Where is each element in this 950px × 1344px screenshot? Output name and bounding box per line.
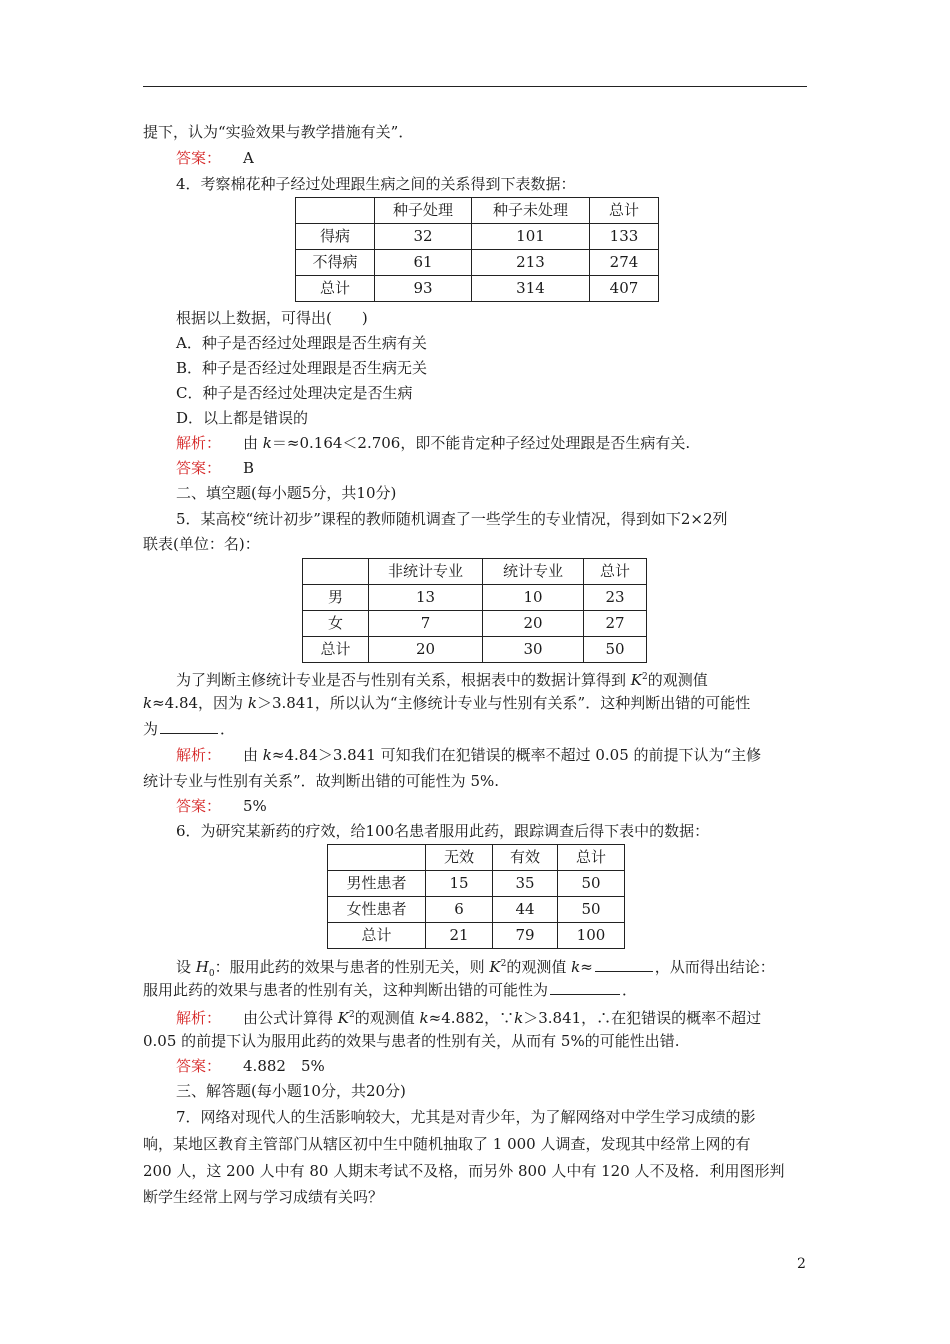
table-cell: 35 [493,871,558,897]
q6-stem: 6．为研究某新药的疗效，给100名患者服用此药，跟踪调查后得下表中的数据： [176,822,710,840]
table-cell: 不得病 [296,250,375,276]
answer-label: 答案： [176,459,222,477]
table-cell [296,198,375,224]
table-cell: 30 [483,637,584,663]
analysis-label: 解析： [176,746,222,764]
table-cell: 23 [584,585,647,611]
table-cell: 274 [590,250,659,276]
table-cell: 无效 [426,845,493,871]
q5-text-2: k≈4.84，因为 k＞3.841，所以认为“主修统计专业与性别有关系”．这种判断出错的可能性 [143,694,751,712]
continued-text: 提下，认为“实验效果与教学措施有关”． [143,123,414,141]
q4-table [295,197,659,302]
table-cell: 总计 [296,276,375,302]
answer-label: 答案： [176,149,222,167]
q5-stem-cont: 联表(单位：名)： [143,535,260,553]
page-number: 2 [797,1256,806,1272]
q4-prompt: 根据以上数据，可得出( ) [176,309,368,327]
table-row [296,250,659,276]
table-row [296,276,659,302]
table-cell: 10 [483,585,584,611]
q5-stem: 5．某高校“统计初步”课程的教师随机调查了一些学生的专业情况，得到如下2×2列 [176,510,728,528]
table-header-row [303,559,647,585]
table-cell: 93 [375,276,472,302]
table-cell: 非统计专业 [369,559,483,585]
q4-option-b: B．种子是否经过处理跟是否生病无关 [176,359,428,377]
q5-analysis: 解析： 由 k≈4.84＞3.841 可知我们在犯错误的概率不超过 0.05 的前提下认为“主修 [176,746,762,764]
table-cell [303,559,369,585]
q6-text-2: 服用此药的效果与患者的性别有关，这种判断出错的可能性为 ． [143,981,638,999]
q5-answer [176,796,267,816]
table-cell: 407 [590,276,659,302]
answer-value: A [243,149,254,167]
table-cell: 15 [426,871,493,897]
answer-label: 答案： [176,797,222,815]
table-cell: 314 [472,276,590,302]
section-heading: 三、解答题(每小题10分，共20分) [176,1082,406,1100]
table-row [296,224,659,250]
answer-label: 答案： [176,1057,222,1075]
table-cell: 总计 [328,923,426,949]
table-cell: 101 [472,224,590,250]
table-cell: 32 [375,224,472,250]
table-row [303,637,647,663]
answer-blank[interactable] [595,957,653,972]
table-cell: 13 [369,585,483,611]
table-cell: 总计 [584,559,647,585]
table-cell: 79 [493,923,558,949]
table-cell: 女 [303,611,369,637]
table-cell: 44 [493,897,558,923]
table-cell: 总计 [303,637,369,663]
q6-answer [176,1056,325,1076]
table-cell: 6 [426,897,493,923]
q5-analysis-cont: 统计专业与性别有关系”．故判断出错的可能性为 5%. [143,772,500,790]
q4-option-a: A．种子是否经过处理跟是否生病有关 [176,334,427,352]
header-rule [143,86,807,87]
q5-text-3: 为 ． [143,720,236,738]
answer-value: 4.882 5% [243,1057,325,1075]
q6-analysis-cont: 0.05 的前提下认为服用此药的效果与患者的性别有关，从而有 5%的可能性出错. [143,1032,680,1050]
table-row [303,611,647,637]
table-cell: 种子处理 [375,198,472,224]
table-cell: 20 [483,611,584,637]
q6-table [327,844,625,949]
q7-line: 7．网络对现代人的生活影响较大，尤其是对青少年，为了解网络对中学生学习成绩的影 [176,1108,756,1126]
table-cell: 50 [584,637,647,663]
q6-analysis: 解析： 由公式计算得 $K^2$的观测值 k≈4.882，∵k＞3.841，∴在犯错误的概率不超过 [176,1009,762,1027]
table-cell: 7 [369,611,483,637]
table-cell: 61 [375,250,472,276]
q4-analysis: 解析： 由 k＝≈0.164＜2.706，即不能肯定种子经过处理跟是否生病有关. [176,434,691,452]
table-cell: 统计专业 [483,559,584,585]
analysis-label: 解析： [176,1009,222,1027]
table-cell: 总计 [590,198,659,224]
table-cell: 男性患者 [328,871,426,897]
table-header-row [328,845,625,871]
q6-text-1: 设 $H_0$：服用此药的效果与患者的性别无关，则 $K^2$的观测值 k≈ ，从而得出结论： [176,958,775,979]
answer-value: 5% [243,797,267,815]
answer-blank[interactable] [550,980,620,995]
table-cell: 得病 [296,224,375,250]
section-heading: 二、填空题(每小题5分，共10分) [176,484,397,502]
analysis-label: 解析： [176,434,222,452]
q4-option-d: D．以上都是错误的 [176,409,309,427]
table-cell: 有效 [493,845,558,871]
q3-answer [176,148,254,168]
table-cell: 种子未处理 [472,198,590,224]
table-row [303,585,647,611]
table-cell: 100 [558,923,625,949]
q7-line: 200 人，这 200 人中有 80 人期末考试不及格，而另外 800 人中有 120 人不及格．利用图形判 [143,1162,785,1180]
answer-blank[interactable] [160,719,218,734]
table-cell: 21 [426,923,493,949]
q5-table [302,558,647,663]
q4-answer [176,458,254,478]
q7-line: 断学生经常上网与学习成绩有关吗？ [143,1188,384,1206]
table-row [328,923,625,949]
table-row [328,871,625,897]
table-cell [328,845,426,871]
table-cell: 20 [369,637,483,663]
table-cell: 27 [584,611,647,637]
q4-option-c: C．种子是否经过处理决定是否生病 [176,384,413,402]
table-cell: 50 [558,897,625,923]
answer-value: B [243,459,255,477]
q4-stem: 4．考察棉花种子经过处理跟生病之间的关系得到下表数据： [176,175,576,193]
table-cell: 50 [558,871,625,897]
q7-line: 响，某地区教育主管部门从辖区初中生中随机抽取了 1 000 人调查，发现其中经常上网的有 [143,1135,751,1153]
q5-text-1: 为了判断主修统计专业是否与性别有关系，根据表中的数据计算得到 $K^2$的观测值 [176,671,708,689]
table-cell: 总计 [558,845,625,871]
table-header-row [296,198,659,224]
table-cell: 213 [472,250,590,276]
table-cell: 女性患者 [328,897,426,923]
table-cell: 男 [303,585,369,611]
table-row [328,897,625,923]
table-cell: 133 [590,224,659,250]
